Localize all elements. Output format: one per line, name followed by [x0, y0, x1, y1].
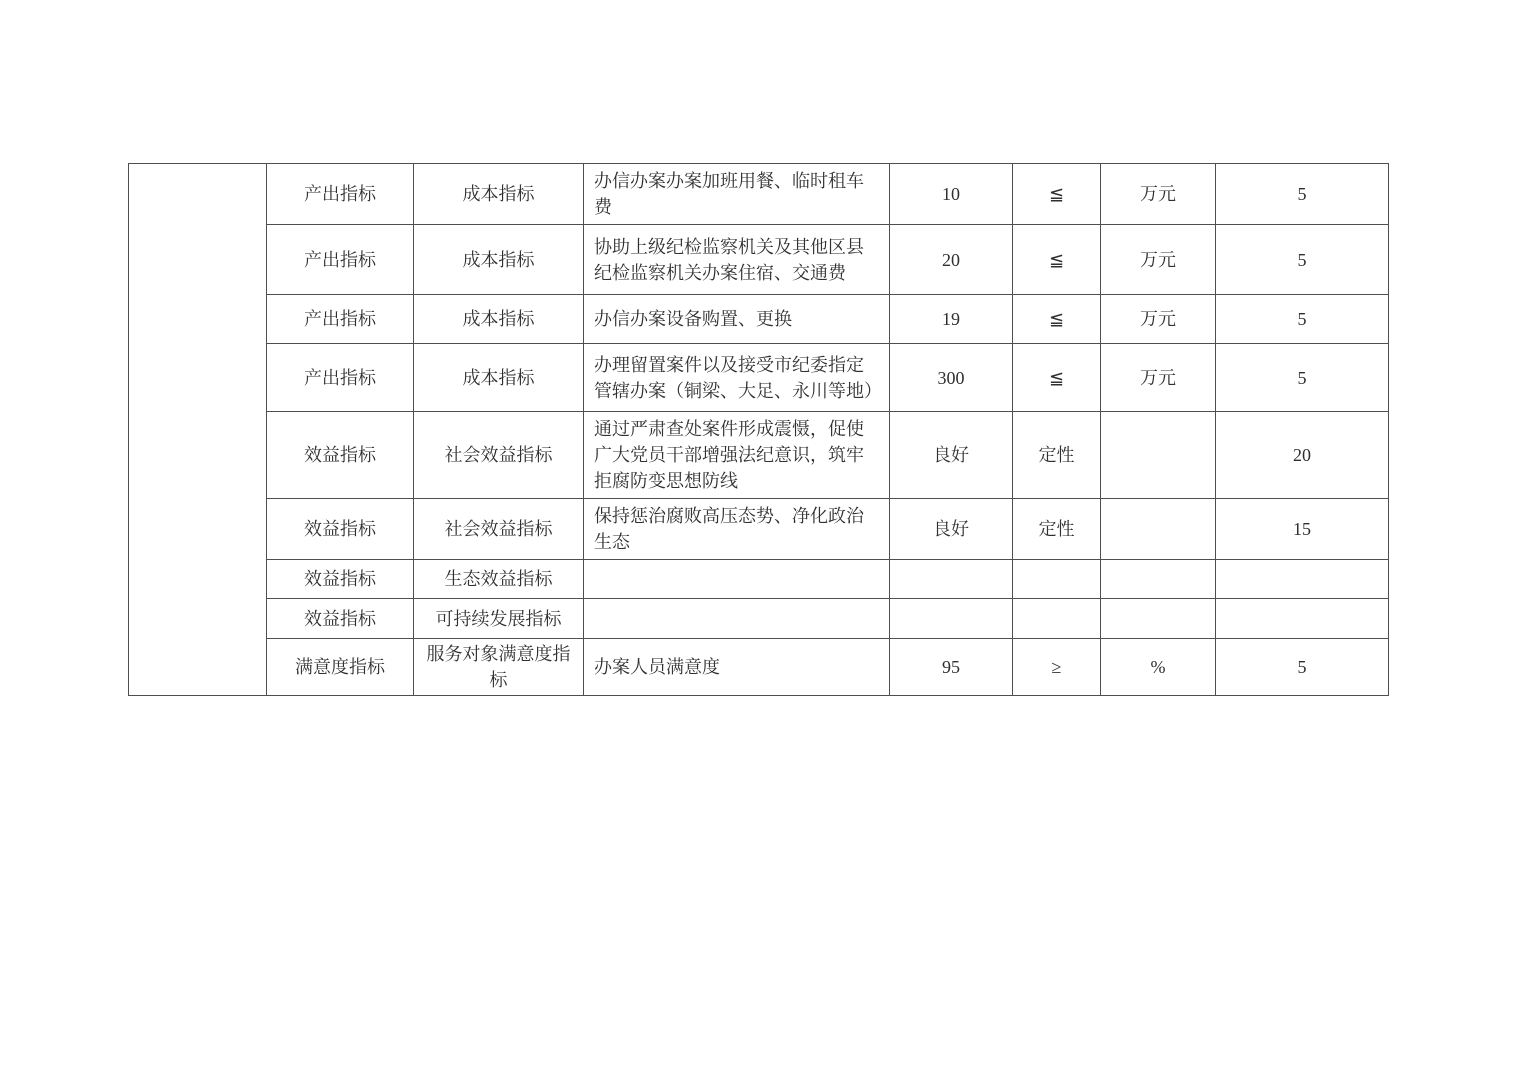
indicator-subtype-cell: 社会效益指标 [414, 412, 584, 499]
table-row [129, 560, 1389, 599]
indicator-name-cell: 办信办案办案加班用餐、临时租车费 [584, 164, 890, 225]
indicator-type-cell: 效益指标 [267, 560, 414, 599]
relation-cell: ≦ [1013, 225, 1101, 295]
indicator-type-cell: 产出指标 [267, 164, 414, 225]
table-row [129, 639, 1389, 696]
indicator-type-cell: 效益指标 [267, 412, 414, 499]
indicator-type-cell: 产出指标 [267, 344, 414, 412]
indicator-name-cell: 协助上级纪检监察机关及其他区县纪检监察机关办案住宿、交通费 [584, 225, 890, 295]
indicator-subtype-cell: 成本指标 [414, 344, 584, 412]
weight-cell: 5 [1216, 295, 1389, 344]
weight-cell [1216, 599, 1389, 639]
relation-cell: 定性 [1013, 499, 1101, 560]
target-value-cell: 良好 [890, 499, 1013, 560]
relation-cell: ≦ [1013, 344, 1101, 412]
table-row [129, 344, 1389, 412]
target-value-cell: 95 [890, 639, 1013, 696]
target-value-cell: 良好 [890, 412, 1013, 499]
table-row [129, 295, 1389, 344]
indicator-subtype-cell: 服务对象满意度指标 [414, 639, 584, 696]
unit-cell [1101, 599, 1216, 639]
unit-cell [1101, 560, 1216, 599]
indicator-name-cell: 通过严肃查处案件形成震慑，促使广大党员干部增强法纪意识，筑牢拒腐防变思想防线 [584, 412, 890, 499]
table-row [129, 164, 1389, 225]
table-row [129, 599, 1389, 639]
indicator-subtype-cell: 可持续发展指标 [414, 599, 584, 639]
table-row [129, 412, 1389, 499]
indicator-type-cell: 满意度指标 [267, 639, 414, 696]
weight-cell: 5 [1216, 164, 1389, 225]
indicator-type-cell: 产出指标 [267, 225, 414, 295]
indicator-name-cell [584, 599, 890, 639]
merged-empty-cell [129, 164, 267, 696]
relation-cell: ≦ [1013, 164, 1101, 225]
indicator-subtype-cell: 成本指标 [414, 225, 584, 295]
unit-cell [1101, 412, 1216, 499]
weight-cell: 5 [1216, 344, 1389, 412]
unit-cell: 万元 [1101, 344, 1216, 412]
weight-cell: 20 [1216, 412, 1389, 499]
indicator-type-cell: 产出指标 [267, 295, 414, 344]
unit-cell: 万元 [1101, 225, 1216, 295]
relation-cell [1013, 560, 1101, 599]
target-value-cell: 19 [890, 295, 1013, 344]
target-value-cell [890, 560, 1013, 599]
indicator-name-cell: 办案人员满意度 [584, 639, 890, 696]
relation-cell [1013, 599, 1101, 639]
unit-cell: 万元 [1101, 164, 1216, 225]
relation-cell: 定性 [1013, 412, 1101, 499]
unit-cell: % [1101, 639, 1216, 696]
indicator-name-cell: 办信办案设备购置、更换 [584, 295, 890, 344]
target-value-cell [890, 599, 1013, 639]
weight-cell [1216, 560, 1389, 599]
table-row [129, 225, 1389, 295]
indicator-name-cell [584, 560, 890, 599]
relation-cell: ≥ [1013, 639, 1101, 696]
indicator-subtype-cell: 社会效益指标 [414, 499, 584, 560]
indicator-name-cell: 办理留置案件以及接受市纪委指定管辖办案（铜梁、大足、永川等地） [584, 344, 890, 412]
target-value-cell: 10 [890, 164, 1013, 225]
table-row [129, 499, 1389, 560]
weight-cell: 15 [1216, 499, 1389, 560]
unit-cell [1101, 499, 1216, 560]
unit-cell: 万元 [1101, 295, 1216, 344]
target-value-cell: 20 [890, 225, 1013, 295]
relation-cell: ≦ [1013, 295, 1101, 344]
indicator-name-cell: 保持惩治腐败高压态势、净化政治生态 [584, 499, 890, 560]
indicator-type-cell: 效益指标 [267, 499, 414, 560]
performance-indicator-table [128, 163, 1389, 696]
target-value-cell: 300 [890, 344, 1013, 412]
indicator-type-cell: 效益指标 [267, 599, 414, 639]
indicator-subtype-cell: 成本指标 [414, 295, 584, 344]
weight-cell: 5 [1216, 225, 1389, 295]
indicator-subtype-cell: 成本指标 [414, 164, 584, 225]
weight-cell: 5 [1216, 639, 1389, 696]
indicator-subtype-cell: 生态效益指标 [414, 560, 584, 599]
